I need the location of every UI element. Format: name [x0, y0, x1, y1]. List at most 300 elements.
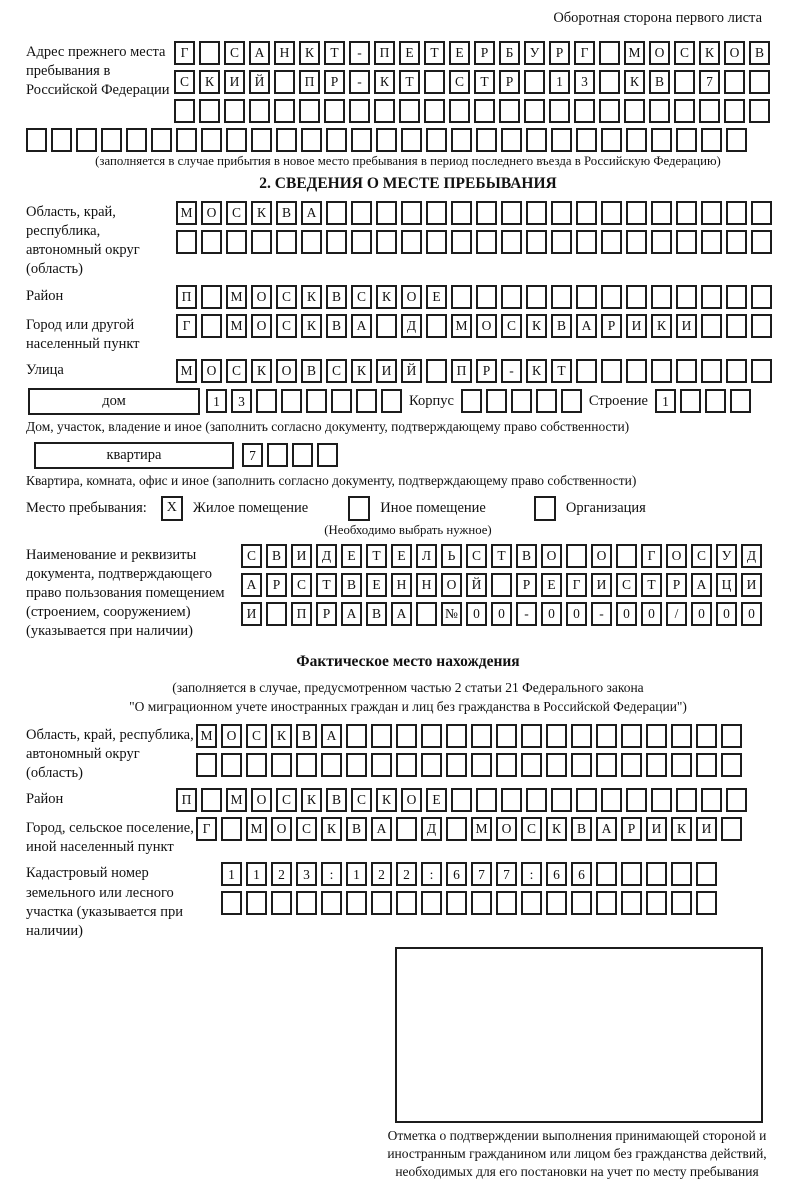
char-cell[interactable]: Й: [401, 359, 422, 383]
char-cell[interactable]: 6: [546, 862, 567, 886]
char-cell[interactable]: [696, 891, 717, 915]
char-cell[interactable]: [521, 724, 542, 748]
char-cell[interactable]: /: [666, 602, 687, 626]
char-cell[interactable]: [751, 285, 772, 309]
char-cell[interactable]: [276, 230, 297, 254]
char-cell[interactable]: [224, 99, 245, 123]
char-cell[interactable]: К: [651, 314, 672, 338]
char-cell[interactable]: И: [646, 817, 667, 841]
char-cell[interactable]: К: [271, 724, 292, 748]
char-cell[interactable]: А: [371, 817, 392, 841]
char-cell[interactable]: О: [251, 285, 272, 309]
char-cell[interactable]: [701, 230, 722, 254]
char-cell[interactable]: Р: [474, 41, 495, 65]
char-cell[interactable]: [496, 753, 517, 777]
char-cell[interactable]: [699, 99, 720, 123]
char-cell[interactable]: [576, 201, 597, 225]
char-cell[interactable]: [626, 230, 647, 254]
char-cell[interactable]: [749, 70, 770, 94]
char-cell[interactable]: [251, 128, 272, 152]
char-cell[interactable]: [446, 891, 467, 915]
char-cell[interactable]: [724, 99, 745, 123]
char-cell[interactable]: [471, 724, 492, 748]
char-cell[interactable]: [346, 891, 367, 915]
char-cell[interactable]: [576, 230, 597, 254]
char-cell[interactable]: [399, 99, 420, 123]
char-cell[interactable]: [424, 99, 445, 123]
char-cell[interactable]: №: [441, 602, 462, 626]
char-cell[interactable]: [524, 70, 545, 94]
char-cell[interactable]: С: [326, 359, 347, 383]
char-cell[interactable]: [680, 389, 701, 413]
char-cell[interactable]: [526, 788, 547, 812]
char-cell[interactable]: И: [676, 314, 697, 338]
char-cell[interactable]: [256, 389, 277, 413]
char-cell[interactable]: У: [716, 544, 737, 568]
char-cell[interactable]: [651, 230, 672, 254]
char-cell[interactable]: О: [541, 544, 562, 568]
char-cell[interactable]: В: [326, 788, 347, 812]
char-cell[interactable]: :: [321, 862, 342, 886]
char-cell[interactable]: [674, 99, 695, 123]
char-cell[interactable]: [326, 128, 347, 152]
char-cell[interactable]: [326, 230, 347, 254]
char-cell[interactable]: [331, 389, 352, 413]
char-cell[interactable]: [401, 201, 422, 225]
char-cell[interactable]: [221, 753, 242, 777]
char-cell[interactable]: [476, 788, 497, 812]
char-cell[interactable]: И: [741, 573, 762, 597]
char-cell[interactable]: [26, 128, 47, 152]
char-cell[interactable]: М: [451, 314, 472, 338]
char-cell[interactable]: [376, 314, 397, 338]
char-cell[interactable]: [601, 788, 622, 812]
char-cell[interactable]: [276, 128, 297, 152]
char-cell[interactable]: [226, 128, 247, 152]
char-cell[interactable]: 1: [221, 862, 242, 886]
char-cell[interactable]: С: [224, 41, 245, 65]
char-cell[interactable]: [726, 128, 747, 152]
char-cell[interactable]: [696, 753, 717, 777]
char-cell[interactable]: [676, 128, 697, 152]
char-cell[interactable]: К: [624, 70, 645, 94]
char-cell[interactable]: [321, 753, 342, 777]
char-cell[interactable]: [651, 285, 672, 309]
char-cell[interactable]: Н: [391, 573, 412, 597]
char-cell[interactable]: П: [451, 359, 472, 383]
char-cell[interactable]: [201, 285, 222, 309]
char-cell[interactable]: [701, 788, 722, 812]
char-cell[interactable]: К: [699, 41, 720, 65]
char-cell[interactable]: Н: [416, 573, 437, 597]
char-cell[interactable]: 0: [541, 602, 562, 626]
char-cell[interactable]: [371, 891, 392, 915]
char-cell[interactable]: М: [246, 817, 267, 841]
char-cell[interactable]: [424, 70, 445, 94]
char-cell[interactable]: [671, 753, 692, 777]
char-cell[interactable]: 6: [571, 862, 592, 886]
char-cell[interactable]: [486, 389, 507, 413]
char-cell[interactable]: [599, 99, 620, 123]
char-cell[interactable]: К: [671, 817, 692, 841]
char-cell[interactable]: [246, 753, 267, 777]
char-cell[interactable]: С: [241, 544, 262, 568]
char-cell[interactable]: [676, 359, 697, 383]
char-cell[interactable]: [749, 99, 770, 123]
char-cell[interactable]: [476, 128, 497, 152]
char-cell[interactable]: О: [276, 359, 297, 383]
char-cell[interactable]: -: [349, 70, 370, 94]
char-cell[interactable]: Г: [566, 573, 587, 597]
char-cell[interactable]: 3: [574, 70, 595, 94]
char-cell[interactable]: [416, 602, 437, 626]
char-cell[interactable]: Г: [176, 314, 197, 338]
char-cell[interactable]: 0: [616, 602, 637, 626]
char-cell[interactable]: [696, 724, 717, 748]
char-cell[interactable]: [249, 99, 270, 123]
char-cell[interactable]: К: [374, 70, 395, 94]
checkbox-organization[interactable]: [534, 496, 556, 521]
char-cell[interactable]: К: [301, 285, 322, 309]
char-cell[interactable]: [551, 230, 572, 254]
char-cell[interactable]: [576, 359, 597, 383]
char-cell[interactable]: М: [471, 817, 492, 841]
char-cell[interactable]: [351, 128, 372, 152]
char-cell[interactable]: [571, 753, 592, 777]
char-cell[interactable]: 3: [296, 862, 317, 886]
char-cell[interactable]: С: [449, 70, 470, 94]
char-cell[interactable]: [496, 891, 517, 915]
char-cell[interactable]: [271, 753, 292, 777]
char-cell[interactable]: [376, 128, 397, 152]
char-cell[interactable]: 0: [641, 602, 662, 626]
char-cell[interactable]: Т: [424, 41, 445, 65]
char-cell[interactable]: [349, 99, 370, 123]
char-cell[interactable]: [751, 314, 772, 338]
char-cell[interactable]: К: [526, 359, 547, 383]
char-cell[interactable]: [421, 891, 442, 915]
char-cell[interactable]: [474, 99, 495, 123]
char-cell[interactable]: М: [226, 788, 247, 812]
char-cell[interactable]: [396, 891, 417, 915]
char-cell[interactable]: [726, 201, 747, 225]
char-cell[interactable]: [501, 788, 522, 812]
char-cell[interactable]: [351, 230, 372, 254]
char-cell[interactable]: [476, 285, 497, 309]
char-cell[interactable]: [461, 389, 482, 413]
char-cell[interactable]: [621, 891, 642, 915]
char-cell[interactable]: 7: [471, 862, 492, 886]
char-cell[interactable]: О: [401, 285, 422, 309]
char-cell[interactable]: [346, 724, 367, 748]
char-cell[interactable]: К: [301, 788, 322, 812]
char-cell[interactable]: И: [626, 314, 647, 338]
char-cell[interactable]: [501, 285, 522, 309]
char-cell[interactable]: [646, 862, 667, 886]
char-cell[interactable]: Е: [426, 788, 447, 812]
char-cell[interactable]: [426, 128, 447, 152]
char-cell[interactable]: [356, 389, 377, 413]
char-cell[interactable]: [201, 230, 222, 254]
char-cell[interactable]: Т: [324, 41, 345, 65]
char-cell[interactable]: Й: [466, 573, 487, 597]
char-cell[interactable]: С: [276, 314, 297, 338]
char-cell[interactable]: 0: [566, 602, 587, 626]
char-cell[interactable]: [551, 201, 572, 225]
char-cell[interactable]: [626, 128, 647, 152]
char-cell[interactable]: [421, 724, 442, 748]
char-cell[interactable]: [551, 128, 572, 152]
char-cell[interactable]: С: [276, 285, 297, 309]
char-cell[interactable]: [451, 230, 472, 254]
char-cell[interactable]: С: [296, 817, 317, 841]
char-cell[interactable]: К: [546, 817, 567, 841]
char-cell[interactable]: 7: [242, 443, 263, 467]
char-cell[interactable]: [196, 753, 217, 777]
char-cell[interactable]: [726, 788, 747, 812]
char-cell[interactable]: [705, 389, 726, 413]
char-cell[interactable]: [511, 389, 532, 413]
checkbox-other-premises[interactable]: [348, 496, 370, 521]
char-cell[interactable]: [476, 230, 497, 254]
char-cell[interactable]: К: [376, 788, 397, 812]
char-cell[interactable]: Т: [551, 359, 572, 383]
char-cell[interactable]: [524, 99, 545, 123]
char-cell[interactable]: 0: [466, 602, 487, 626]
char-cell[interactable]: [621, 724, 642, 748]
char-cell[interactable]: С: [351, 788, 372, 812]
char-cell[interactable]: [726, 285, 747, 309]
char-cell[interactable]: Л: [416, 544, 437, 568]
char-cell[interactable]: М: [624, 41, 645, 65]
char-cell[interactable]: [526, 128, 547, 152]
char-cell[interactable]: [521, 753, 542, 777]
char-cell[interactable]: [601, 201, 622, 225]
char-cell[interactable]: С: [691, 544, 712, 568]
char-cell[interactable]: [596, 724, 617, 748]
char-cell[interactable]: [676, 285, 697, 309]
char-cell[interactable]: П: [291, 602, 312, 626]
char-cell[interactable]: [651, 359, 672, 383]
char-cell[interactable]: [621, 753, 642, 777]
char-cell[interactable]: С: [246, 724, 267, 748]
char-cell[interactable]: [526, 201, 547, 225]
char-cell[interactable]: [501, 230, 522, 254]
char-cell[interactable]: В: [301, 359, 322, 383]
char-cell[interactable]: [501, 128, 522, 152]
char-cell[interactable]: С: [276, 788, 297, 812]
char-cell[interactable]: 6: [446, 862, 467, 886]
char-cell[interactable]: Д: [741, 544, 762, 568]
char-cell[interactable]: С: [226, 359, 247, 383]
char-cell[interactable]: [574, 99, 595, 123]
char-cell[interactable]: [426, 314, 447, 338]
char-cell[interactable]: Е: [541, 573, 562, 597]
char-cell[interactable]: О: [271, 817, 292, 841]
char-cell[interactable]: Р: [549, 41, 570, 65]
char-cell[interactable]: [671, 891, 692, 915]
char-cell[interactable]: К: [251, 359, 272, 383]
char-cell[interactable]: [676, 201, 697, 225]
char-cell[interactable]: [321, 891, 342, 915]
char-cell[interactable]: Н: [274, 41, 295, 65]
char-cell[interactable]: В: [276, 201, 297, 225]
char-cell[interactable]: Б: [499, 41, 520, 65]
char-cell[interactable]: М: [226, 285, 247, 309]
char-cell[interactable]: :: [521, 862, 542, 886]
char-cell[interactable]: А: [241, 573, 262, 597]
char-cell[interactable]: [551, 285, 572, 309]
char-cell[interactable]: [324, 99, 345, 123]
char-cell[interactable]: [199, 99, 220, 123]
char-cell[interactable]: [201, 128, 222, 152]
char-cell[interactable]: [646, 891, 667, 915]
char-cell[interactable]: [626, 359, 647, 383]
char-cell[interactable]: [546, 724, 567, 748]
char-cell[interactable]: :: [421, 862, 442, 886]
char-cell[interactable]: П: [374, 41, 395, 65]
char-cell[interactable]: К: [301, 314, 322, 338]
char-cell[interactable]: [396, 724, 417, 748]
char-cell[interactable]: [701, 314, 722, 338]
char-cell[interactable]: [751, 201, 772, 225]
char-cell[interactable]: [626, 285, 647, 309]
char-cell[interactable]: [296, 891, 317, 915]
char-cell[interactable]: Р: [476, 359, 497, 383]
char-cell[interactable]: [176, 128, 197, 152]
char-cell[interactable]: [526, 230, 547, 254]
char-cell[interactable]: [296, 753, 317, 777]
char-cell[interactable]: [471, 753, 492, 777]
char-cell[interactable]: В: [571, 817, 592, 841]
char-cell[interactable]: [446, 753, 467, 777]
char-cell[interactable]: О: [251, 314, 272, 338]
char-cell[interactable]: [374, 99, 395, 123]
char-cell[interactable]: [721, 753, 742, 777]
char-cell[interactable]: Р: [316, 602, 337, 626]
char-cell[interactable]: [426, 359, 447, 383]
char-cell[interactable]: А: [596, 817, 617, 841]
char-cell[interactable]: [596, 891, 617, 915]
char-cell[interactable]: М: [226, 314, 247, 338]
char-cell[interactable]: И: [241, 602, 262, 626]
char-cell[interactable]: В: [516, 544, 537, 568]
char-cell[interactable]: [501, 201, 522, 225]
char-cell[interactable]: С: [521, 817, 542, 841]
char-cell[interactable]: Е: [341, 544, 362, 568]
char-cell[interactable]: [546, 891, 567, 915]
checkbox-residential[interactable]: X: [161, 496, 183, 521]
char-cell[interactable]: М: [176, 201, 197, 225]
char-cell[interactable]: [546, 753, 567, 777]
char-cell[interactable]: А: [691, 573, 712, 597]
char-cell[interactable]: [646, 753, 667, 777]
char-cell[interactable]: Т: [474, 70, 495, 94]
char-cell[interactable]: [301, 230, 322, 254]
char-cell[interactable]: [726, 359, 747, 383]
char-cell[interactable]: [274, 99, 295, 123]
char-cell[interactable]: В: [649, 70, 670, 94]
char-cell[interactable]: [549, 99, 570, 123]
char-cell[interactable]: [476, 201, 497, 225]
char-cell[interactable]: [246, 891, 267, 915]
char-cell[interactable]: [306, 389, 327, 413]
char-cell[interactable]: [566, 544, 587, 568]
char-cell[interactable]: [451, 128, 472, 152]
char-cell[interactable]: [599, 41, 620, 65]
char-cell[interactable]: [571, 724, 592, 748]
char-cell[interactable]: С: [291, 573, 312, 597]
char-cell[interactable]: О: [666, 544, 687, 568]
char-cell[interactable]: [724, 70, 745, 94]
char-cell[interactable]: -: [501, 359, 522, 383]
char-cell[interactable]: [281, 389, 302, 413]
char-cell[interactable]: [126, 128, 147, 152]
char-cell[interactable]: О: [476, 314, 497, 338]
char-cell[interactable]: Г: [196, 817, 217, 841]
char-cell[interactable]: [351, 201, 372, 225]
char-cell[interactable]: О: [441, 573, 462, 597]
char-cell[interactable]: [371, 753, 392, 777]
char-cell[interactable]: В: [341, 573, 362, 597]
char-cell[interactable]: [649, 99, 670, 123]
char-cell[interactable]: [701, 201, 722, 225]
char-cell[interactable]: А: [341, 602, 362, 626]
char-cell[interactable]: [381, 389, 402, 413]
char-cell[interactable]: [601, 285, 622, 309]
char-cell[interactable]: [561, 389, 582, 413]
char-cell[interactable]: Т: [316, 573, 337, 597]
char-cell[interactable]: -: [516, 602, 537, 626]
char-cell[interactable]: Г: [574, 41, 595, 65]
char-cell[interactable]: И: [224, 70, 245, 94]
char-cell[interactable]: [651, 788, 672, 812]
char-cell[interactable]: [301, 128, 322, 152]
char-cell[interactable]: [601, 128, 622, 152]
char-cell[interactable]: [449, 99, 470, 123]
char-cell[interactable]: 2: [396, 862, 417, 886]
char-cell[interactable]: Т: [366, 544, 387, 568]
char-cell[interactable]: К: [199, 70, 220, 94]
char-cell[interactable]: В: [749, 41, 770, 65]
char-cell[interactable]: [326, 201, 347, 225]
char-cell[interactable]: К: [376, 285, 397, 309]
char-cell[interactable]: И: [591, 573, 612, 597]
char-cell[interactable]: В: [296, 724, 317, 748]
char-cell[interactable]: Ц: [716, 573, 737, 597]
char-cell[interactable]: [451, 201, 472, 225]
char-cell[interactable]: [376, 201, 397, 225]
char-cell[interactable]: А: [249, 41, 270, 65]
char-cell[interactable]: П: [299, 70, 320, 94]
char-cell[interactable]: В: [326, 285, 347, 309]
char-cell[interactable]: [526, 285, 547, 309]
char-cell[interactable]: [626, 201, 647, 225]
char-cell[interactable]: [292, 443, 313, 467]
char-cell[interactable]: Т: [641, 573, 662, 597]
char-cell[interactable]: 3: [231, 389, 252, 413]
char-cell[interactable]: К: [526, 314, 547, 338]
char-cell[interactable]: [371, 724, 392, 748]
char-cell[interactable]: [726, 230, 747, 254]
char-cell[interactable]: [616, 544, 637, 568]
char-cell[interactable]: 0: [691, 602, 712, 626]
char-cell[interactable]: 7: [699, 70, 720, 94]
char-cell[interactable]: [274, 70, 295, 94]
char-cell[interactable]: [676, 788, 697, 812]
char-cell[interactable]: [624, 99, 645, 123]
char-cell[interactable]: [576, 128, 597, 152]
